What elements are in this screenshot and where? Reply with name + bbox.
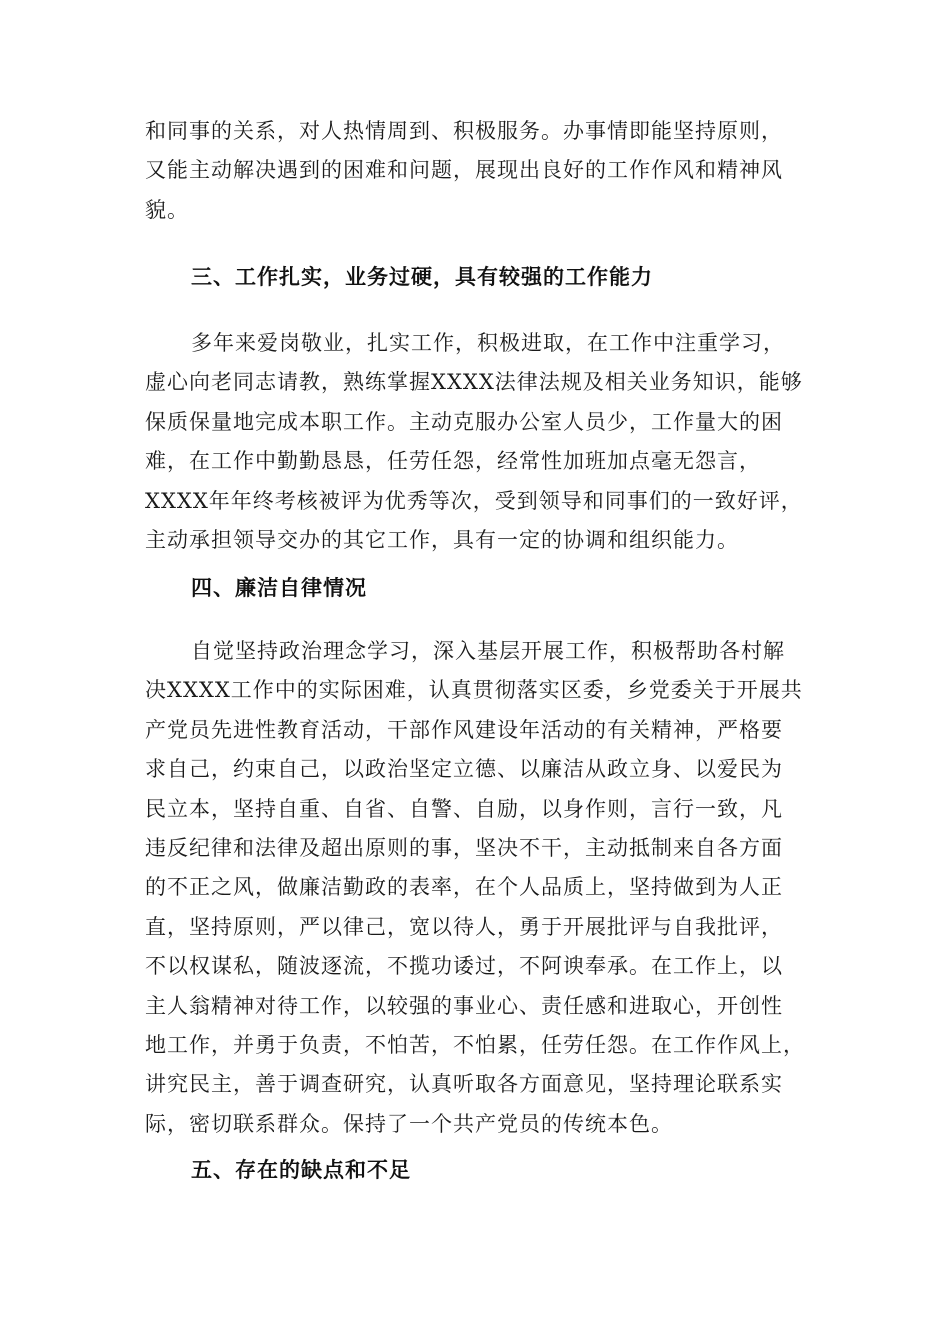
paragraph-line: 虚心向老同志请教，熟练掌握XXXX法律法规及相关业务知识，能够: [145, 370, 803, 395]
section-3-paragraph: [145, 324, 811, 560]
section-5-heading: 五、存在的缺点和不足: [191, 1158, 411, 1182]
section-4-paragraph: [145, 632, 811, 1144]
paragraph-line: 的不正之风，做廉洁勤政的表率，在个人品质上，坚持做到为人正: [145, 875, 783, 900]
paragraph-line: XXXX年年终考核被评为优秀等次，受到领导和同事们的一致好评，: [145, 488, 803, 513]
paragraph-line: 和同事的关系，对人热情周到、积极服务。办事情即能坚持原则，: [145, 119, 783, 143]
paragraph-continuation: [145, 112, 811, 230]
paragraph-line: 际，密切联系群众。保持了一个共产党员的传统本色。: [145, 1111, 673, 1136]
paragraph-line: 难，在工作中勤勤恳恳，任劳任怨，经常性加班加点毫无怨言，: [145, 449, 761, 474]
paragraph-line: 民立本，坚持自重、自省、自警、自励，以身作则，言行一致，凡: [145, 796, 783, 821]
paragraph-line: 主人翁精神对待工作，以较强的事业心、责任感和进取心，开创性: [145, 993, 783, 1018]
paragraph-line: 貌。: [145, 197, 189, 222]
paragraph-line: 自觉坚持政治理念学习，深入基层开展工作，积极帮助各村解: [191, 639, 785, 663]
paragraph-line: 保质保量地完成本职工作。主动克服办公室人员少，工作量大的困: [145, 409, 783, 434]
section-3-heading: 三、工作扎实，业务过硬，具有较强的工作能力: [191, 265, 653, 289]
paragraph-line: 决XXXX工作中的实际困难，认真贯彻落实区委，乡党委关于开展共: [145, 678, 803, 703]
paragraph-line: 又能主动解决遇到的困难和问题，展现出良好的工作作风和精神风: [145, 158, 783, 183]
paragraph-line: 违反纪律和法律及超出原则的事，坚决不干，主动抵制来自各方面: [145, 836, 783, 861]
section-4-heading: 四、廉洁自律情况: [191, 576, 367, 600]
paragraph-line: 地工作，并勇于负责，不怕苦，不怕累，任劳任怨。在工作作风上，: [145, 1033, 805, 1058]
paragraph-line: 多年来爱岗敬业，扎实工作，积极进取，在工作中注重学习，: [191, 331, 785, 355]
paragraph-line: 直，坚持原则，严以律己，宽以待人，勇于开展批评与自我批评，: [145, 914, 783, 939]
paragraph-line: 主动承担领导交办的其它工作，具有一定的协调和组织能力。: [145, 528, 739, 553]
paragraph-line: 讲究民主，善于调查研究，认真听取各方面意见，坚持理论联系实: [145, 1072, 783, 1097]
paragraph-line: 不以权谋私，随波逐流，不揽功诿过，不阿谀奉承。在工作上，以: [145, 954, 783, 979]
paragraph-line: 产党员先进性教育活动，干部作风建设年活动的有关精神，严格要: [145, 717, 783, 742]
paragraph-line: 求自己，约束自己，以政治坚定立德、以廉洁从政立身、以爱民为: [145, 757, 783, 782]
